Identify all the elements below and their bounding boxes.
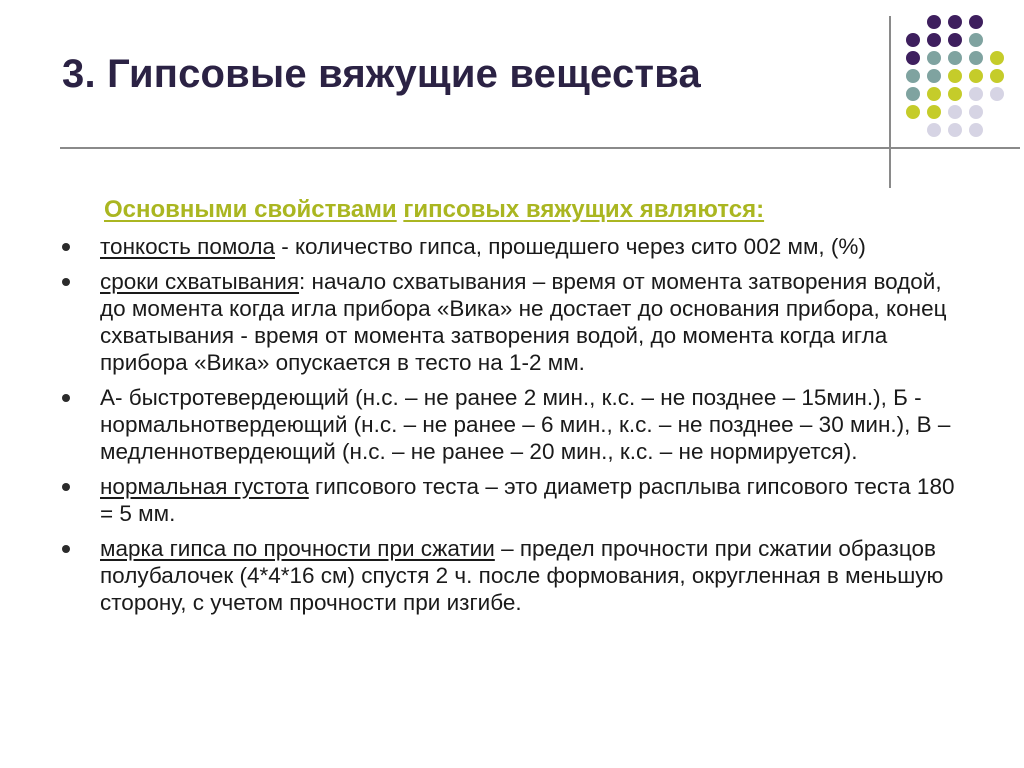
dot-teal (927, 69, 941, 83)
bullet-text: – предел прочности при сжатии образцов полубалочек (4*4*16 см) спустя 2 ч. после формования, округленная в меньшую сторону, с учетом прочности при изгибе. (100, 536, 944, 615)
dot-purple (906, 51, 920, 65)
dot-empty (990, 123, 1004, 137)
bullet-term: тонкость помола (100, 234, 275, 259)
dot-teal (969, 33, 983, 47)
dot-teal (969, 51, 983, 65)
bullet-item-fineness (62, 233, 962, 260)
bullet-list (62, 233, 962, 624)
bullet-marker (62, 545, 70, 553)
bullet-item-grades (62, 384, 962, 465)
dot-lavender (927, 123, 941, 137)
bullet-marker (62, 243, 70, 251)
dot-purple (948, 15, 962, 29)
subtitle-part-1: Основными свойствами (104, 196, 397, 223)
bullet-item-compressive-strength (62, 535, 962, 616)
dot-teal (927, 51, 941, 65)
dot-lavender (969, 123, 983, 137)
dot-purple (948, 33, 962, 47)
dot-empty (906, 123, 920, 137)
dot-empty (906, 15, 920, 29)
bullet-item-setting-time (62, 268, 962, 376)
bullet-text: : начало схватывания – время от момента затворения водой, до момента когда игла прибора «Вика» не достает до основания прибора, конец схватывания - время от момента затворения водой, до момента когда игла прибора «Вика» опускается в тесто на 1-2 мм. (100, 269, 947, 375)
dot-lavender (969, 87, 983, 101)
dot-purple (927, 15, 941, 29)
dot-lavender (948, 123, 962, 137)
horizontal-divider (60, 147, 1020, 149)
dot-lime (948, 87, 962, 101)
dot-empty (990, 33, 1004, 47)
dot-lavender (969, 105, 983, 119)
dot-lime (927, 87, 941, 101)
bullet-marker (62, 394, 70, 402)
slide-subtitle (104, 196, 764, 224)
subtitle-part-2: гипсовых вяжущих являются: (403, 196, 765, 223)
dot-lime (906, 105, 920, 119)
dot-teal (948, 51, 962, 65)
dot-teal (906, 87, 920, 101)
dot-lime (990, 69, 1004, 83)
bullet-marker (62, 278, 70, 286)
dot-empty (990, 15, 1004, 29)
bullet-term: сроки схватывания (100, 269, 300, 294)
dot-lime (948, 69, 962, 83)
dot-lavender (948, 105, 962, 119)
vertical-divider (889, 16, 891, 188)
bullet-term: марка гипса по прочности при сжатии (100, 536, 495, 561)
dot-purple (906, 33, 920, 47)
bullet-marker (62, 483, 70, 491)
dot-teal (906, 69, 920, 83)
dot-purple (927, 33, 941, 47)
bullet-text: гипсового теста – это диаметр расплыва гипсового теста 180 = 5 мм. (100, 474, 955, 526)
dot-lime (927, 105, 941, 119)
dot-purple (969, 15, 983, 29)
slide-title: 3. Гипсовые вяжущие вещества (62, 52, 701, 96)
dot-lime (990, 51, 1004, 65)
bullet-item-normal-consistency (62, 473, 962, 527)
dot-empty (990, 105, 1004, 119)
dot-lavender (990, 87, 1004, 101)
bullet-text: - количество гипса, прошедшего через сито 002 мм, (%) (274, 234, 866, 259)
decorative-dot-grid (906, 15, 1006, 139)
bullet-text: А- быстротевердеющий (н.с. – не ранее 2 мин., к.с. – не позднее – 15мин.), Б - нормальнотвердеющий (н.с. – не ранее – 6 мин., к.с. – не позднее – 30 мин.), В – медленнотвердеющий (н.с. – не ранее – 20 мин., к.с. – не нормируется). (100, 385, 951, 464)
bullet-term: нормальная густота (100, 474, 309, 499)
dot-lime (969, 69, 983, 83)
